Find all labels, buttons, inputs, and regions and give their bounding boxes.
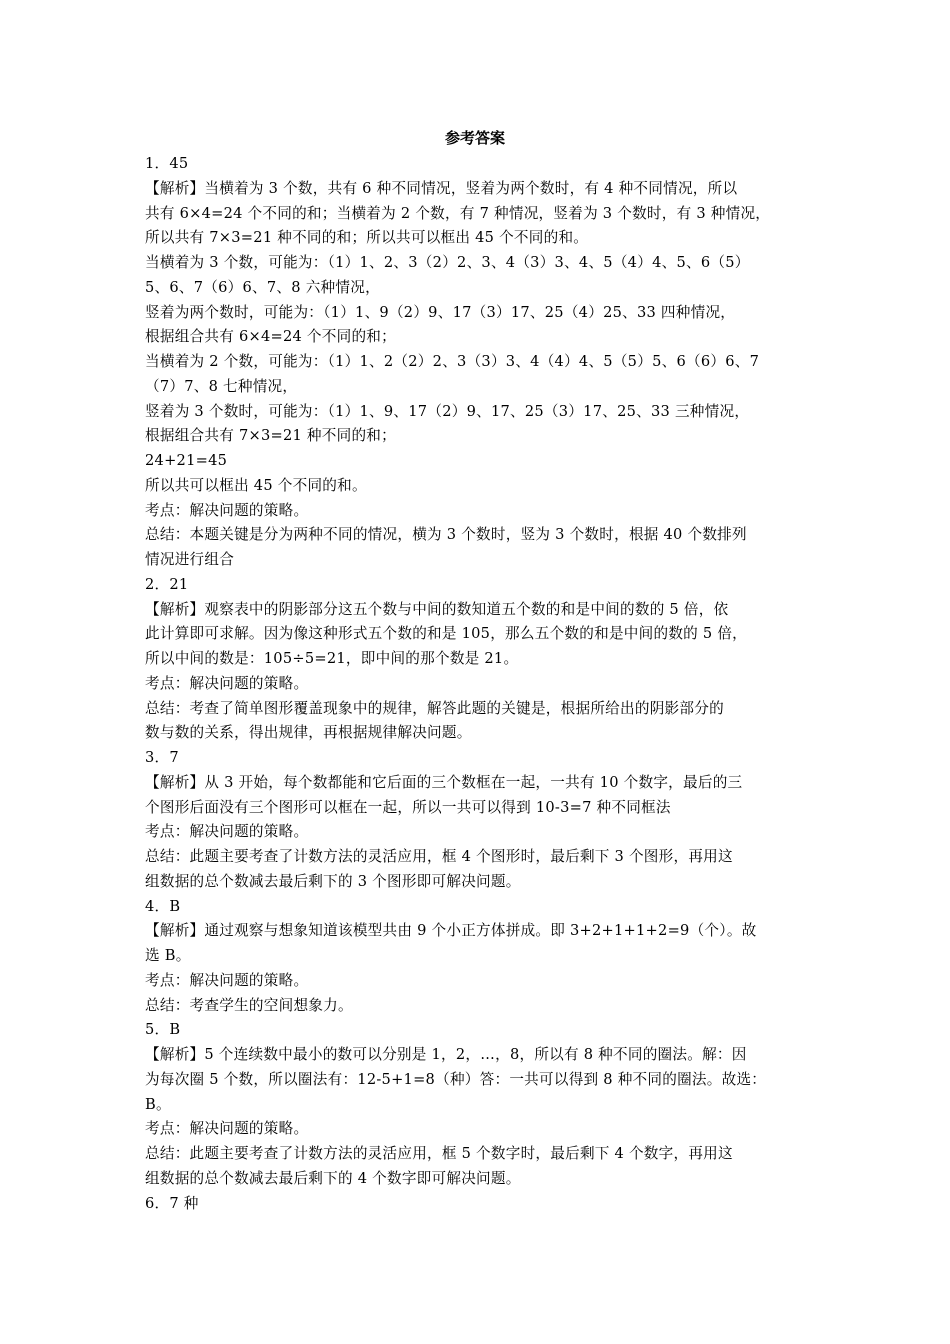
text-line: 考点：解决问题的策略。	[145, 823, 309, 841]
text-line: 5、6、7（6）6、7、8 六种情况，	[145, 278, 380, 296]
text-line: 此计算即可求解。因为像这种形式五个数的和是 105，那么五个数的和是中间的数的 5 倍，	[145, 625, 748, 643]
text-line: 情况进行组合	[145, 551, 235, 568]
text-line: 【解析】从 3 开始，每个数都能和它后面的三个数框在一起，一共有 10 个数字，最后的三	[145, 773, 743, 791]
text-line: 所以共可以框出 45 个不同的和。	[145, 476, 367, 494]
text-line: 6．7 种	[145, 1194, 199, 1212]
text-line: 所以中间的数是：105÷5=21，即中间的那个数是 21。	[145, 650, 519, 667]
text-line: 所以共有 7×3=21 种不同的和；所以共可以框出 45 个不同的和。	[145, 229, 589, 247]
text-line: 总结：本题关键是分为两种不同的情况，横为 3 个数时，竖为 3 个数时，根据 40 个数排列	[145, 526, 747, 544]
text-line: 3．7	[145, 749, 179, 766]
text-line: 考点：解决问题的策略。	[145, 1120, 309, 1138]
text-line: 总结：此题主要考查了计数方法的灵活应用，框 5 个数字时，最后剩下 4 个数字，再用这	[145, 1145, 733, 1162]
text-line: 总结：考查了简单图形覆盖现象中的规律，解答此题的关键是，根据所给出的阴影部分的	[145, 699, 724, 717]
text-line: 根据组合共有 7×3=21 种不同的和；	[145, 427, 396, 445]
text-line: 考点：解决问题的策略。	[145, 971, 309, 989]
text-line: 1．45	[145, 155, 189, 172]
text-line: 根据组合共有 6×4=24 个不同的和；	[145, 328, 396, 346]
text-line: 选 B。	[145, 947, 191, 964]
text-line: 组数据的总个数减去最后剩下的 4 个数字即可解决问题。	[145, 1169, 521, 1187]
text-line: 数与数的关系，得出规律，再根据规律解决问题。	[145, 724, 472, 742]
text-line: 竖着为两个数时，可能为：（1）1、9（2）9、17（3）17、25（4）25、33 四种情况，	[145, 303, 736, 321]
text-line: 组数据的总个数减去最后剩下的 3 个图形即可解决问题。	[145, 872, 521, 890]
text-line: 【解析】5 个连续数中最小的数可以分别是 1，2，…，8，所以有 8 种不同的圈法。解：因	[145, 1046, 747, 1063]
text-line: 24+21=45	[145, 452, 228, 469]
text-line: B。	[145, 1095, 171, 1113]
text-line: 共有 6×4=24 个不同的和；当横着为 2 个数，有 7 种情况，竖着为 3 个数时，有 3 种情况，	[145, 204, 771, 222]
text-line: 5．B	[145, 1021, 181, 1039]
text-line: 当横着为 2 个数，可能为：（1）1、2（2）2、3（3）3、4（4）4、5（5）5、6（6）6、7	[145, 353, 760, 370]
text-line: 当横着为 3 个数，可能为：（1）1、2、3（2）2、3、4（3）3、4、5（4）4、5、6（5）	[145, 254, 750, 271]
text-line: 总结：此题主要考查了计数方法的灵活应用，框 4 个图形时，最后剩下 3 个图形，再用这	[145, 848, 733, 865]
text-line: 考点：解决问题的策略。	[145, 501, 309, 519]
text-line: 竖着为 3 个数时，可能为：（1）1、9、17（2）9、17、25（3）17、25、33 三种情况，	[145, 402, 750, 420]
text-line: 考点：解决问题的策略。	[145, 674, 309, 692]
text-line: 个图形后面没有三个图形可以框在一起，所以一共可以得到 10-3=7 种不同框法	[145, 798, 671, 816]
text-line: （7）7、8 七种情况，	[145, 377, 298, 395]
text-line: 【解析】通过观察与想象知道该模型共由 9 个小正方体拼成。即 3+2+1+1+2=9（个）。故	[145, 922, 757, 940]
text-line: 2．21	[145, 575, 189, 593]
text-line: 总结：考查学生的空间想象力。	[145, 996, 353, 1014]
text-line: 4．B	[145, 897, 181, 915]
text-line: 为每次圈 5 个数，所以圈法有：12-5+1=8（种）答：一共可以得到 8 种不同的圈法。故选：	[145, 1070, 767, 1088]
text-line: 【解析】当横着为 3 个数，共有 6 种不同情况，竖着为两个数时，有 4 种不同情况，所以	[145, 179, 738, 197]
text-line: 【解析】观察表中的阴影部分这五个数与中间的数知道五个数的和是中间的数的 5 倍，依	[145, 600, 729, 618]
page-title: 参考答案	[444, 129, 505, 147]
answer-content	[145, 152, 813, 1216]
